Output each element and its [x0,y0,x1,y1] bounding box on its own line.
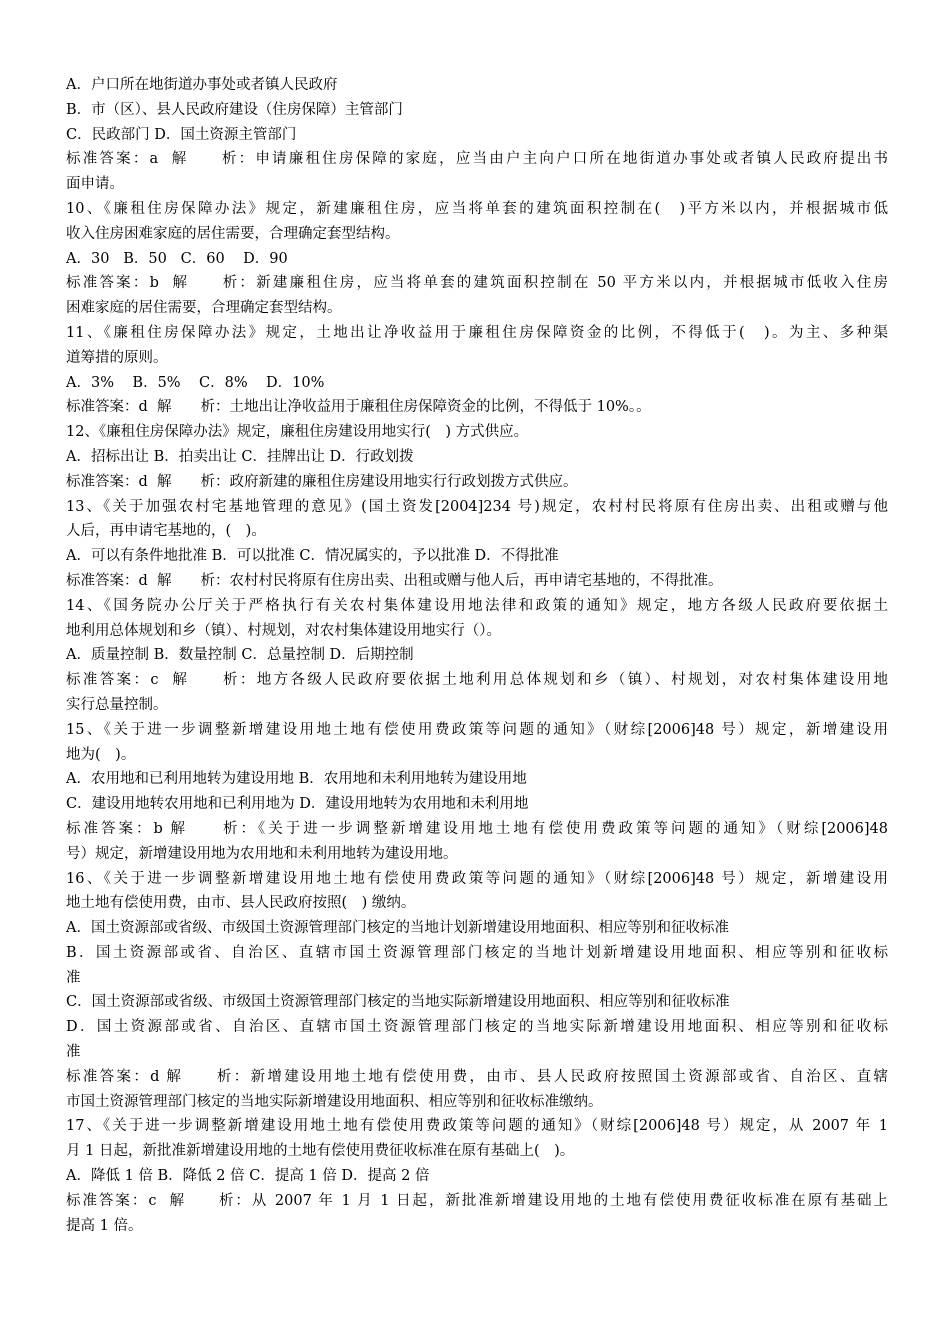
text-line: D．国土资源部或省、自治区、直辖市国土资源管理部门核定的当地实际新增建设用地面积、相应等别和征收标 [66,1019,888,1036]
text-line: A．农用地和已利用地转为建设用地 B．农用地和未利用地转为建设用地 [66,771,527,788]
text-line: 17、《关于进一步调整新增建设用地土地有偿使用费政策等问题的通知》（财综[2006]48 号）规定，从 2007 年 1 [66,1118,888,1135]
text-line: 标准答案：d 解 析：新增建设用地土地有偿使用费，由市、县人民政府按照国土资源部或省、自治区、直辖 [66,1068,888,1085]
text-line: A．国土资源部或省级、市级国土资源管理部门核定的当地计划新增建设用地面积、相应等别和征收标准 [66,920,729,937]
text-line: 标准答案：d 解 析：政府新建的廉租住房建设用地实行行政划拨方式供应。 [66,473,578,490]
text-line: A．质量控制 B．数量控制 C．总量控制 D．后期控制 [66,647,414,664]
text-line: 地利用总体规划和乡（镇）、村规划，对农村集体建设用地实行（）。 [66,622,501,639]
text-line: C．建设用地转农用地和已利用地为 D．建设用地转为农用地和未利用地 [66,796,529,813]
text-line: 10、《廉租住房保障办法》规定，新建廉租住房，应当将单套的建筑面积控制在( )平方米以内，并根据城市低 [66,200,888,217]
text-line: 标准答案：b 解 析：《关于进一步调整新增建设用地土地有偿使用费政策等问题的通知》（财综[2006]48 [66,820,888,837]
text-line: 收入住房困难家庭的居住需要，合理确定套型结构。 [66,225,400,242]
text-line: C．民政部门 D．国土资源主管部门 [66,126,297,143]
text-line: 实行总量控制。 [66,696,168,713]
text-line: 地土地有偿使用费，由市、县人民政府按照( ) 缴纳。 [66,895,416,912]
text-line: 提高 1 倍。 [66,1217,143,1234]
text-line: 12、《廉租住房保障办法》规定，廉租住房建设用地实行( ) 方式供应。 [66,424,529,441]
text-line: 标准答案：d 解 析：土地出让净收益用于廉租住房保障资金的比例，不得低于 10%。。 [66,399,651,416]
text-line: A．降低 1 倍 B．降低 2 倍 C．提高 1 倍 D．提高 2 倍 [66,1168,430,1185]
text-line: A．30 B．50 C．60 D．90 [66,250,288,267]
text-line: A．3% B．5% C．8% D．10% [66,374,325,391]
text-line: 地为( )。 [66,746,136,763]
text-line: 11、《廉租住房保障办法》规定，土地出让净收益用于廉租住房保障资金的比例，不得低于( )。为主、多种渠 [66,324,888,341]
text-line: 困难家庭的居住需要，合理确定套型结构。 [66,300,342,317]
text-line: 15、《关于进一步调整新增建设用地土地有偿使用费政策等问题的通知》（财综[2006]48 号）规定，新增建设用 [66,721,888,738]
text-line: 标准答案：c 解 析：从 2007 年 1 月 1 日起，新批准新增建设用地的土地有偿使用费征收标准在原有基础上 [66,1192,888,1209]
text-line: 道筹措的原则。 [66,349,168,366]
text-line: 号）规定，新增建设用地为农用地和未利用地转为建设用地。 [66,845,458,862]
text-line: 准 [66,969,81,986]
text-line: 16、《关于进一步调整新增建设用地土地有偿使用费政策等问题的通知》（财综[2006]48 号）规定，新增建设用 [66,870,888,887]
text-line: A．可以有条件地批准 B．可以批准 C．情况属实的，予以批准 D．不得批准 [66,548,559,565]
text-line: 人后，再申请宅基地的，( )。 [66,523,266,540]
text-line: 标准答案：c 解 析：地方各级人民政府要依据土地利用总体规划和乡（镇）、村规划，对农村集体建设用地 [66,672,888,689]
text-line: A．招标出让 B．拍卖出让 C．挂牌出让 D．行政划拨 [66,448,414,465]
text-line: B．国土资源部或省、自治区、直辖市国土资源管理部门核定的当地计划新增建设用地面积、相应等别和征收标 [66,944,888,961]
text-line: 13、《关于加强农村宅基地管理的意见》(国土资发[2004]234 号)规定，农村村民将原有住房出卖、出租或赠与他 [66,498,888,515]
text-line: C．国土资源部或省级、市级国土资源管理部门核定的当地实际新增建设用地面积、相应等别和征收标准 [66,994,730,1011]
text-line: 标准答案：d 解 析：农村村民将原有住房出卖、出租或赠与他人后，再申请宅基地的，不得批准。 [66,572,723,589]
text-line: 月 1 日起，新批准新增建设用地的土地有偿使用费征收标准在原有基础上( )。 [66,1143,575,1160]
text-line: 面申请。 [66,176,124,193]
text-line: 准 [66,1044,81,1061]
text-line: B．市（区）、县人民政府建设（住房保障）主管部门 [66,101,403,118]
text-line: A．户口所在地街道办事处或者镇人民政府 [66,77,338,93]
text-line: 14、《国务院办公厅关于严格执行有关农村集体建设用地法律和政策的通知》规定，地方各级人民政府要依据土 [66,597,888,614]
text-line: 标准答案：b 解 析：新建廉租住房，应当将单套的建筑面积控制在 50 平方米以内，并根据城市低收入住房 [66,275,888,292]
text-line: 标准答案：a 解 析：申请廉租住房保障的家庭，应当由户主向户口所在地街道办事处或者镇人民政府提出书 [66,151,888,168]
document-page [66,73,888,1238]
text-line: 市国土资源管理部门核定的当地实际新增建设用地面积、相应等别和征收标准缴纳。 [66,1093,603,1110]
